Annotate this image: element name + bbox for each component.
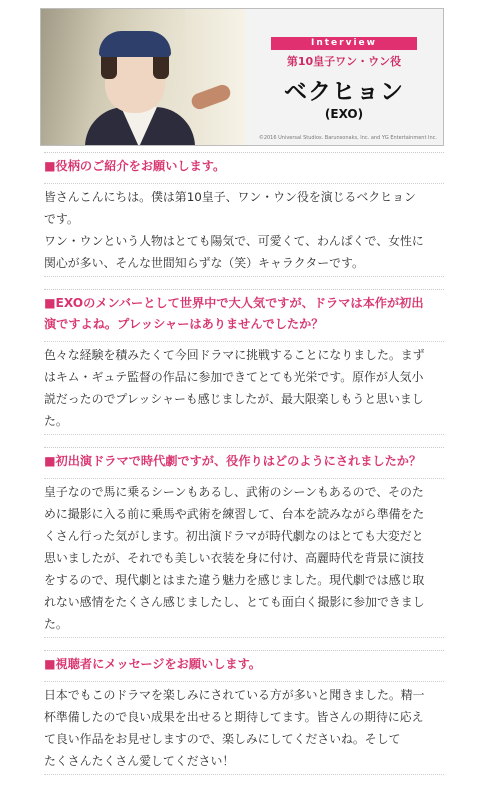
actor-photo <box>41 9 245 145</box>
interview-badge: Interview <box>271 37 417 50</box>
answer-line: はキム・ギュテ監督の作品に参加できてとても光栄です。原作が人気小 <box>44 370 424 384</box>
actor-name: ベクヒョン <box>284 79 404 105</box>
answer-line: た。 <box>44 617 68 631</box>
question-heading <box>44 447 444 472</box>
question-line: ■役柄のご紹介をお願いします。 <box>44 159 226 173</box>
copyright-notice: ©2016 Universal Studios. Barunsonaks, Inc. and YG Entertainment Inc. <box>258 135 437 141</box>
role-title: 第10皇子ワン・ウン役 <box>286 55 402 68</box>
question-line: ■初出演ドラマで時代劇ですが、役作りはどのようにされましたか？ <box>44 454 422 468</box>
answer-line: 説だったのでプレッシャーも感じましたが、最大限楽しもうと思いまし <box>44 392 424 406</box>
question-line: 演ですよね。プレッシャーはありませんでしたか？ <box>44 317 324 331</box>
answer-line: 皇子なので馬に乗るシーンもあるし、武術のシーンもあるので、そのた <box>44 485 424 499</box>
actor-group: (EXO) <box>324 107 364 121</box>
answer-line: 皆さんこんにちは。僕は第10皇子、ワン・ウン役を演じるベクヒョン <box>44 190 416 204</box>
interview-content <box>44 152 444 787</box>
answer-line: れない感情をたくさん感じましたし、とても面白く撮影に参加できまし <box>44 595 425 609</box>
answer-paragraph <box>44 183 444 277</box>
answer-line: です。 <box>44 212 79 226</box>
answer-line: 関心が多い、そんな世間知らずな（笑）キャラクターです。 <box>44 256 364 270</box>
answer-line: 日本でもこのドラマを楽しみにされている方が多いと聞きました。精一 <box>44 688 425 702</box>
answer-line: た。 <box>44 414 68 428</box>
answer-line: て良い作品をお見せしますので、楽しみにしてくださいね。そして <box>44 732 401 746</box>
answer-line: ワン・ウンという人物はとても陽気で、可愛くて、わんぱくで、女性に <box>44 234 424 248</box>
question-heading <box>44 289 444 335</box>
answer-line: をするので、現代劇とはまた違う魅力を感じました。現代劇では感じ取 <box>44 573 425 587</box>
question-line: ■視聴者にメッセージをお願いします。 <box>44 657 261 671</box>
answer-paragraph <box>44 478 444 638</box>
interview-header-banner <box>40 8 444 146</box>
answer-line: くさん行った気がします。初出演ドラマが時代劇なのはとても大変だと <box>44 529 424 543</box>
question-heading <box>44 650 444 675</box>
answer-line: めに撮影に入る前に乗馬や武術を練習して、台本を読みながら準備をた <box>44 507 425 521</box>
answer-line: 杯準備したので良い成果を出せると期待してます。皆さんの期待に応え <box>44 710 424 724</box>
question-heading <box>44 152 444 177</box>
answer-line: たくさんたくさん愛してください！ <box>44 754 235 768</box>
answer-line: 思いましたが、それでも美しい衣装を身に付け、高麗時代を背景に演技 <box>44 551 425 565</box>
answer-line: 色々な経験を積みたくて今回ドラマに挑戦することになりました。まず <box>44 348 425 362</box>
question-line: ■EXOのメンバーとして世界中で大人気ですが、ドラマは本作が初出 <box>44 296 424 310</box>
answer-paragraph <box>44 341 444 435</box>
answer-paragraph <box>44 681 444 775</box>
